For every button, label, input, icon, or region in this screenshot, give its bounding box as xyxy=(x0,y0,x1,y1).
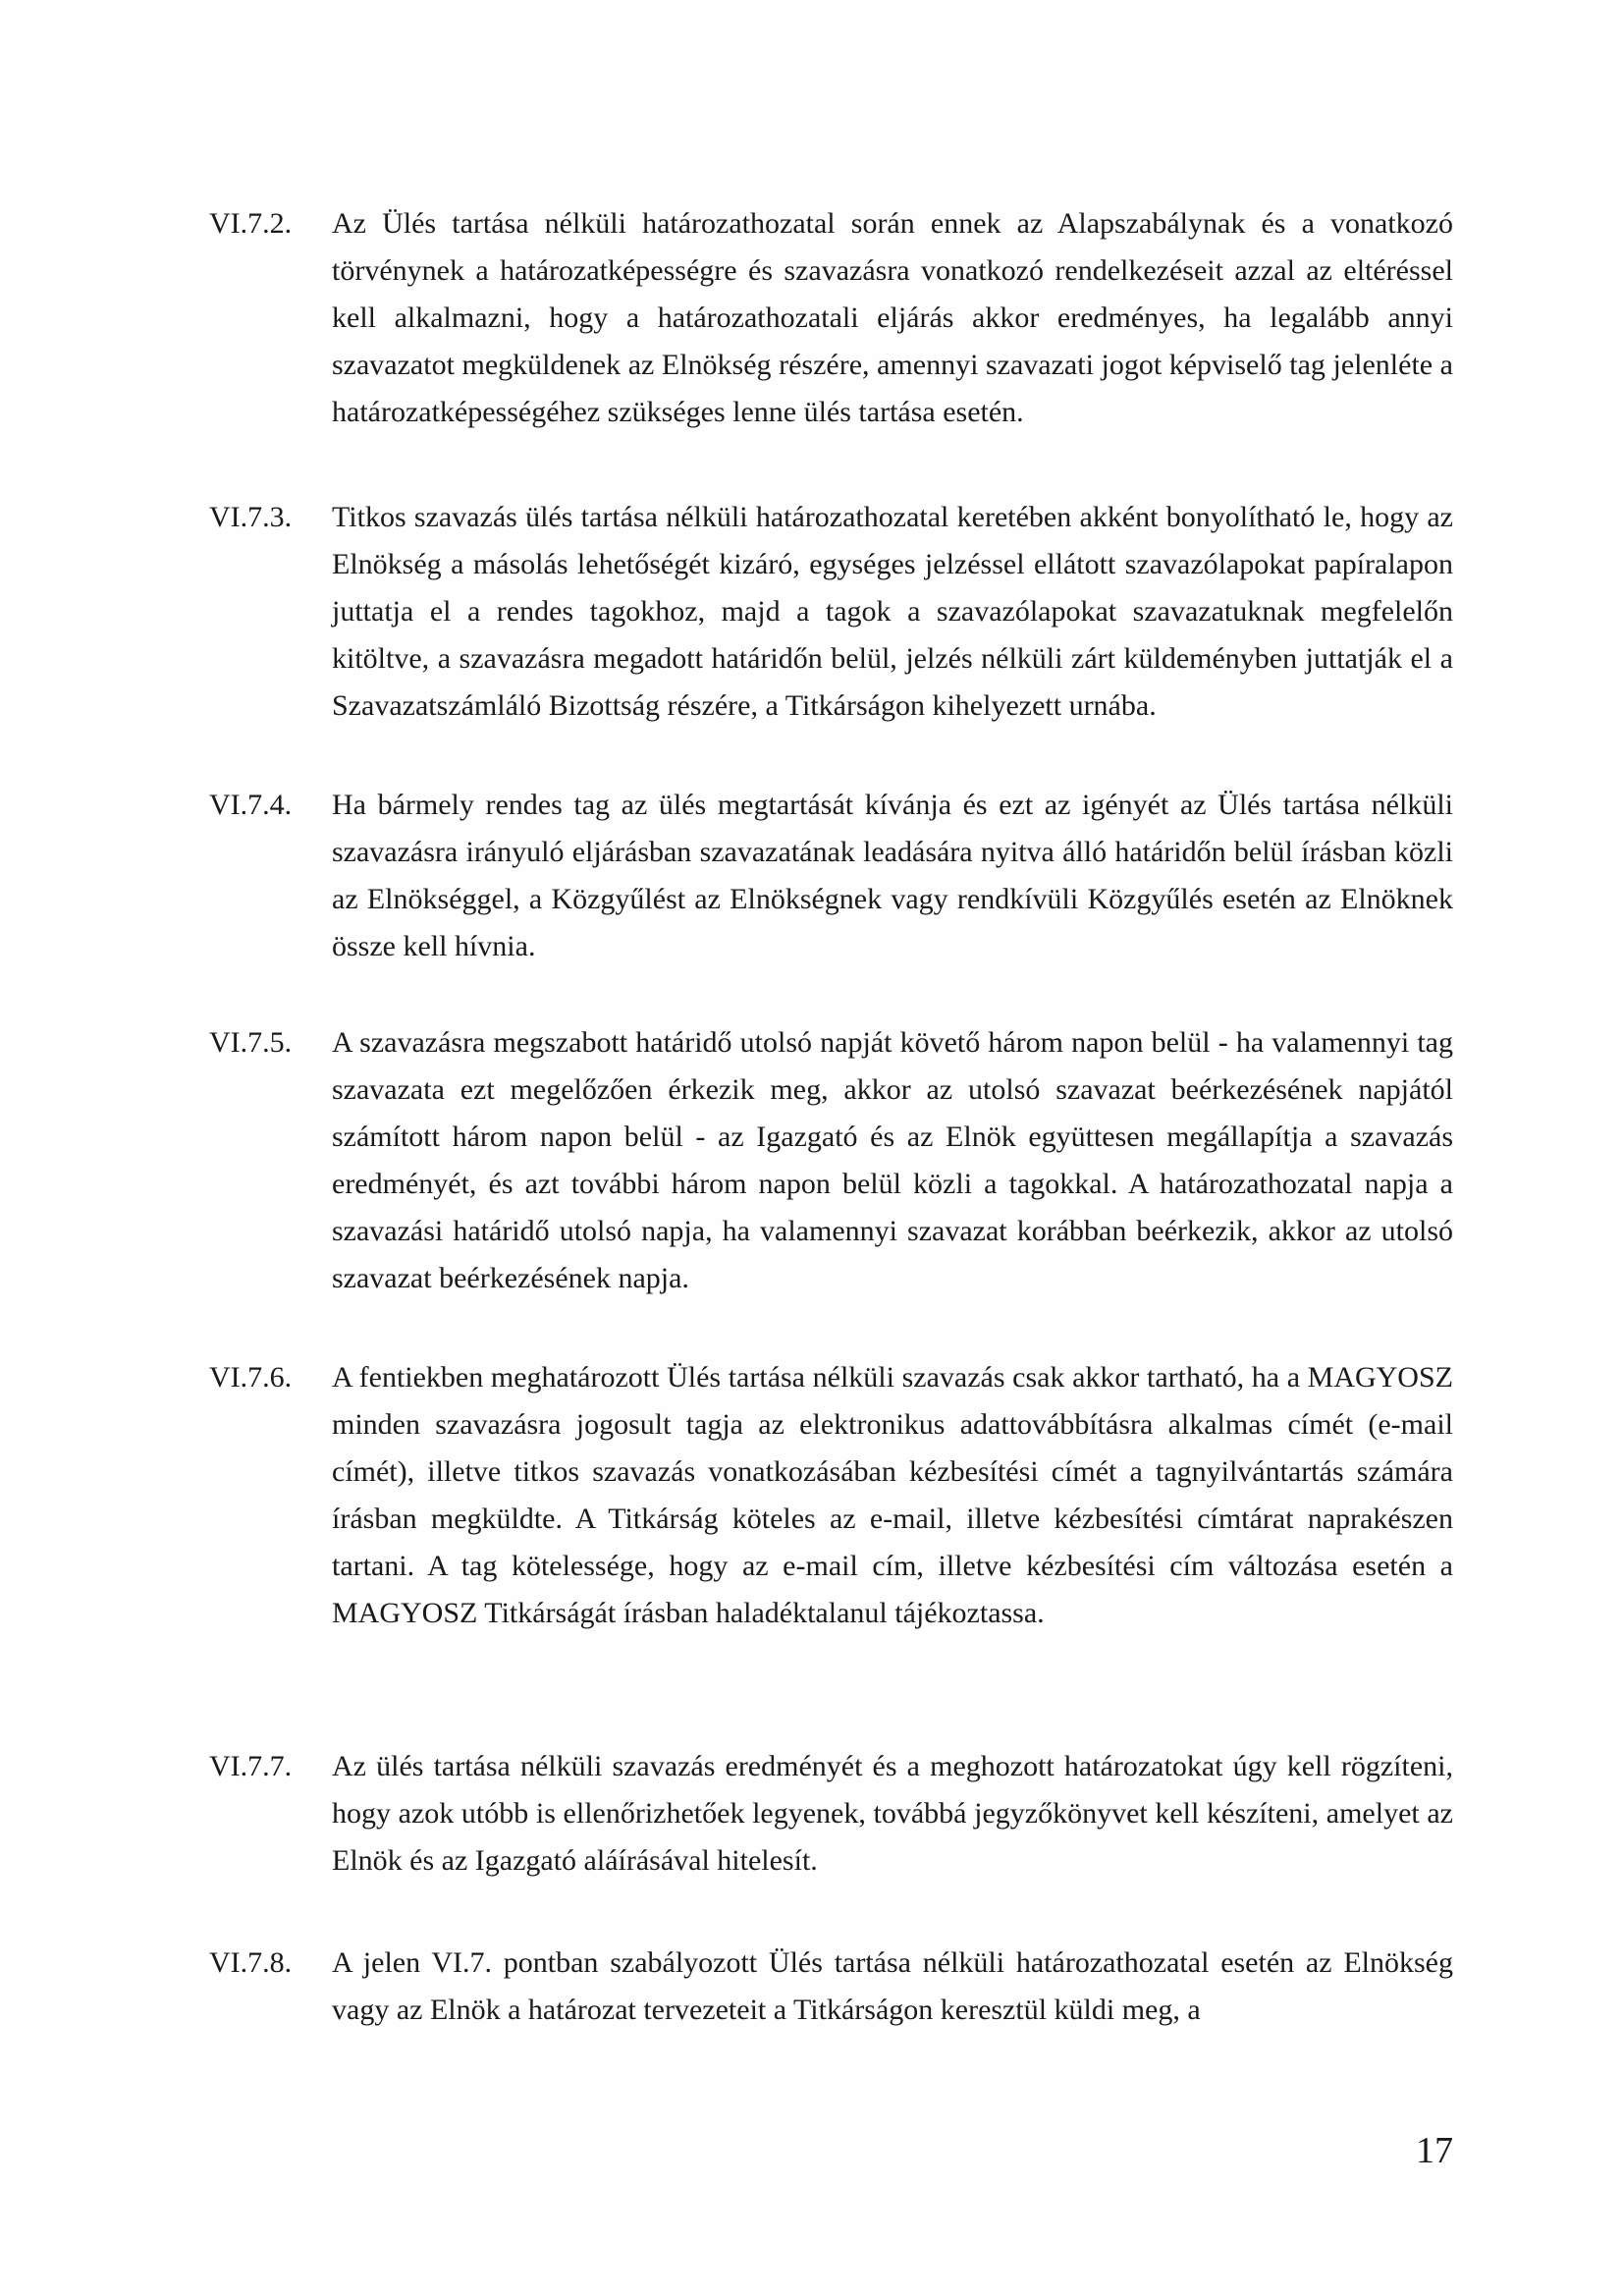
section-vi-7-2 xyxy=(209,200,1453,436)
section-vi-7-6 xyxy=(209,1354,1453,1637)
section-text: Az ülés tartása nélküli szavazás eredményét és a meghozott határozatokat úgy kell rögzíteni, hogy azok utóbb is ellenőrizhetőek legyenek, továbbá jegyzőkönyvet kell készíteni, amelyet az Elnök és az Igazgató aláírásával hitelesít. xyxy=(332,1750,1453,1877)
section-number: VI.7.6. xyxy=(209,1361,293,1394)
section-text: Ha bármely rendes tag az ülés megtartását kívánja és ezt az igényét az Ülés tartása nélküli szavazásra irányuló eljárásban szavazatának leadására nyitva álló határidőn belül írásban közli az Elnökséggel, a Közgyűlést az Elnökségnek vagy rendkívüli Közgyűlés esetén az Elnöknek össze kell hívnia. xyxy=(332,789,1453,962)
section-number: VI.7.3. xyxy=(209,501,293,533)
page-number: 17 xyxy=(1416,2130,1453,2171)
section-vi-7-8 xyxy=(209,1940,1453,2034)
section-number: VI.7.2. xyxy=(209,207,293,240)
section-number: VI.7.4. xyxy=(209,789,293,821)
section-vi-7-4 xyxy=(209,782,1453,970)
section-text: A jelen VI.7. pontban szabályozott Ülés tartása nélküli határozathozatal esetén az Elnökség vagy az Elnök a határozat tervezeteit a Titkárságon keresztül küldi meg, a xyxy=(332,1946,1453,2026)
section-vi-7-7 xyxy=(209,1743,1453,1885)
section-text: A szavazásra megszabott határidő utolsó napját követő három napon belül - ha valamennyi tag szavazata ezt megelőzően érkezik meg, akkor az utolsó szavazat beérkezésének napjától számított három napon belül - az Igazgató és az Elnök együttesen megállapítja a szavazás eredményét, és azt további három napon belül közli a tagokkal. A határozathozatal napja a szavazási határidő utolsó napja, ha valamennyi szavazat korábban beérkezik, akkor az utolsó szavazat beérkezésének napja. xyxy=(332,1026,1453,1294)
section-number: VI.7.5. xyxy=(209,1026,293,1059)
section-number: VI.7.8. xyxy=(209,1946,293,1979)
section-vi-7-5 xyxy=(209,1019,1453,1302)
section-number: VI.7.7. xyxy=(209,1750,293,1782)
section-text: Az Ülés tartása nélküli határozathozatal során ennek az Alapszabálynak és a vonatkozó törvénynek a határozatképességre és szavazásra vonatkozó rendelkezéseit azzal az eltéréssel kell alkalmazni, hogy a határozathozatali eljárás akkor eredményes, ha legalább annyi szavazatot megküldenek az Elnökség részére, amennyi szavazati jogot képviselő tag jelenléte a határozatképességéhez szükséges lenne ülés tartása esetén. xyxy=(332,207,1453,428)
section-text: A fentiekben meghatározott Ülés tartása nélküli szavazás csak akkor tartható, ha a MAGYOSZ minden szavazásra jogosult tagja az elektronikus adattovábbításra alkalmas címét (e-mail címét), illetve titkos szavazás vonatkozásában kézbesítési címét a tagnyilvántartás számára írásban megküldte. A Titkárság köteles az e-mail, illetve kézbesítési címtárat naprakészen tartani. A tag kötelessége, hogy az e-mail cím, illetve kézbesítési cím változása esetén a MAGYOSZ Titkárságát írásban haladéktalanul tájékoztassa. xyxy=(332,1361,1453,1629)
section-text: Titkos szavazás ülés tartása nélküli határozathozatal keretében akként bonyolítható le, hogy az Elnökség a másolás lehetőségét kizáró, egységes jelzéssel ellátott szavazólapokat papíralapon juttatja el a rendes tagokhoz, majd a tagok a szavazólapokat szavazatuknak megfelelőn kitöltve, a szavazásra megadott határidőn belül, jelzés nélküli zárt küldeményben juttatják el a Szavazatszámláló Bizottság részére, a Titkárságon kihelyezett urnába. xyxy=(332,501,1453,722)
section-vi-7-3 xyxy=(209,494,1453,730)
